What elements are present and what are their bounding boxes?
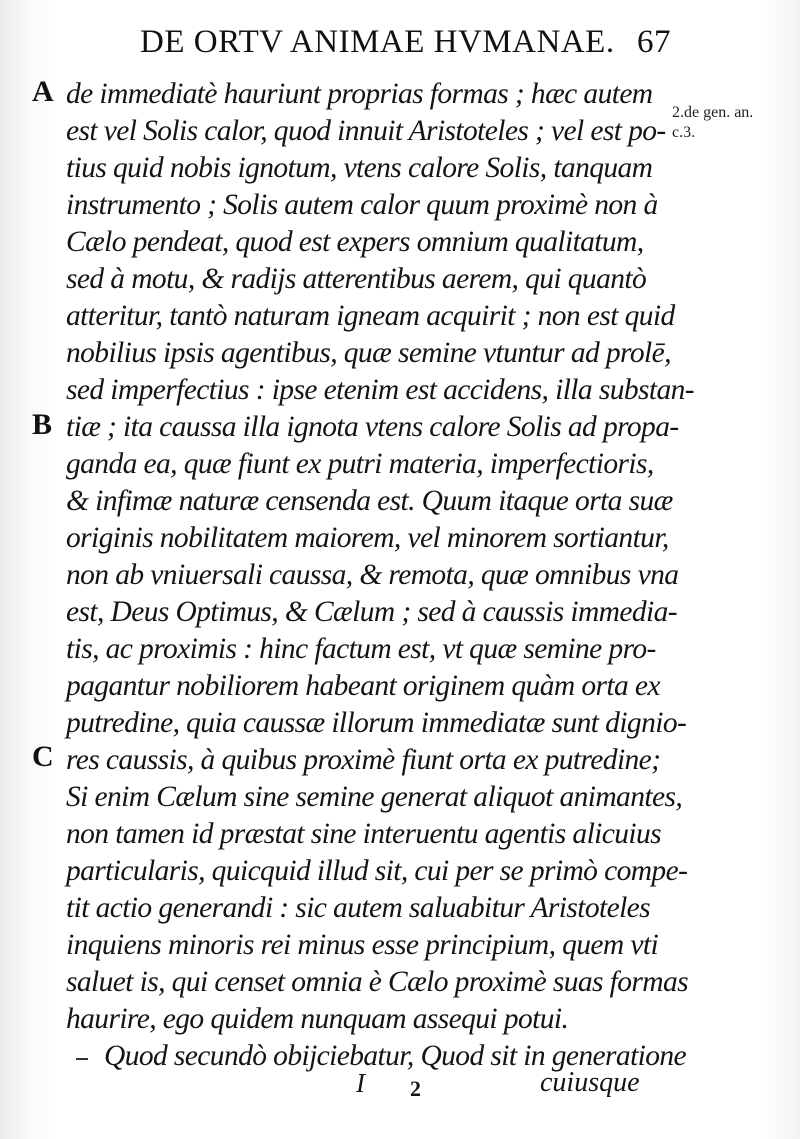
text-line: est vel Solis calor, quod innuit Aristoteles ; vel est po- xyxy=(66,115,666,147)
text-line: pagantur nobiliorem habeant originem quàm orta ex xyxy=(66,670,660,702)
text-line: atteritur, tantò naturam igneam acquirit ; non est quid xyxy=(66,300,675,332)
text-line: Cælo pendeat, quod est expers omnium qualitatum, xyxy=(66,226,644,258)
text-line: non tamen id præstat sine interuentu agentis alicuius xyxy=(66,818,662,850)
margin-letter-b: B xyxy=(32,408,53,441)
marginal-note-line: 2.de gen. an. xyxy=(672,104,754,121)
text-line: tius quid nobis ignotum, vtens calore Solis, tanquam xyxy=(66,152,653,184)
text-line: inquiens minoris rei minus esse principium, quem vti xyxy=(66,929,659,961)
text-line: Si enim Cælum sine semine generat aliquot animantes, xyxy=(66,781,683,813)
marginal-note xyxy=(672,103,753,143)
text-line: saluet is, qui censet omnia è Cælo proximè suas formas xyxy=(66,966,689,998)
text-line: de immediatè hauriunt proprias formas ; hæc autem xyxy=(66,78,653,110)
text-line: non ab vniuersali caussa, & remota, quæ omnibus vna xyxy=(66,559,679,591)
text-line: Quod secundò obijciebatur, Quod sit in generatione xyxy=(104,1040,687,1072)
text-line: putredine, quia caussæ illorum immediatæ sunt dignio- xyxy=(66,707,687,739)
running-header xyxy=(140,22,671,62)
text-line: & infimæ naturæ censenda est. Quum itaque orta suæ xyxy=(66,485,673,517)
text-line: instrumento ; Solis autem calor quum proximè non à xyxy=(66,189,658,221)
signature-number: 2 xyxy=(410,1076,421,1101)
text-line: originis nobilitatem maiorem, vel minorem sortiantur, xyxy=(66,522,669,554)
text-line: sed à motu, & radijs atterentibus aerem, qui quantò xyxy=(66,263,647,295)
text-line: nobilius ipsis agentibus, quæ semine vtuntur ad prolē, xyxy=(66,337,671,369)
text-line: sed imperfectius : ipse etenim est accidens, illa substan- xyxy=(66,374,694,406)
text-line: haurire, ego quidem nunquam assequi potui. xyxy=(66,1003,569,1035)
signature-mark: I xyxy=(356,1068,365,1098)
page-number: 67 xyxy=(637,24,671,60)
text-line: tit actio generandi : sic autem saluabitur Aristoteles xyxy=(66,892,651,924)
margin-letter-c: C xyxy=(32,740,54,773)
text-line: particularis, quicquid illud sit, cui per se primò compe- xyxy=(66,855,688,887)
text-line: est, Deus Optimus, & Cælum ; sed à caussis immedia- xyxy=(66,596,677,628)
paragraph-dash xyxy=(76,1058,88,1060)
margin-letter-a: A xyxy=(32,75,54,108)
marginal-note-line: c.3. xyxy=(672,124,696,141)
running-title: DE ORTV ANIMAE HVMANAE. xyxy=(140,24,615,60)
catchword: cuiusque xyxy=(540,1067,640,1098)
text-line: ganda ea, quæ fiunt ex putri materia, imperfectioris, xyxy=(66,448,654,480)
text-line: res caussis, à quibus proximè fiunt orta ex putredine; xyxy=(66,744,661,776)
text-line: tiæ ; ita caussa illa ignota vtens calore Solis ad propa- xyxy=(66,411,679,443)
text-line: tis, ac proximis : hinc factum est, vt quæ semine pro- xyxy=(66,633,656,665)
